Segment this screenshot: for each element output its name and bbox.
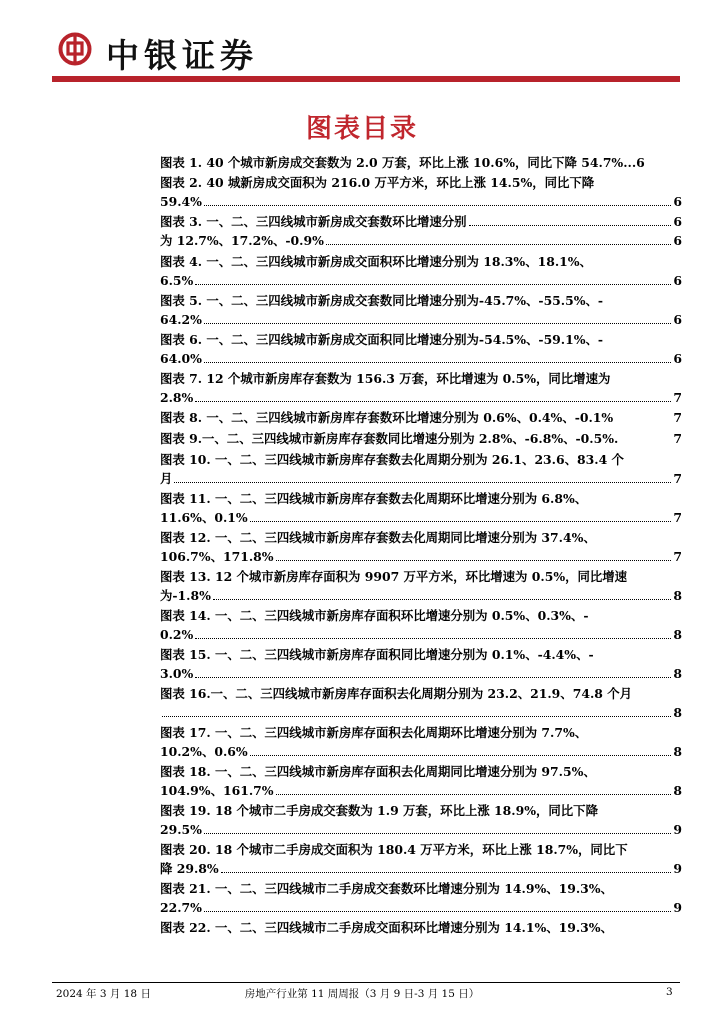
toc-entry-text: 图表 18. 一、二、三四线城市新房库存面积去化周期同比增速分别为 97.5%、 bbox=[160, 763, 596, 779]
toc-entry-text-cont: 104.9%、161.7% bbox=[160, 783, 274, 799]
toc-entry-text: 图表 8. 一、二、三四线城市新房库存套数环比增速分别为 0.6%、0.4%、-0.1% bbox=[160, 409, 614, 425]
toc-entry-15[interactable] bbox=[160, 645, 682, 684]
toc-entry-page: 8 bbox=[673, 705, 682, 721]
toc-entry-22[interactable] bbox=[160, 918, 682, 938]
toc-entry-text: 图表 19. 18 个城市二手房成交套数为 1.9 万套，环比上涨 18.9%，同比下降 bbox=[160, 802, 598, 818]
dot-leader bbox=[213, 599, 672, 600]
dot-leader bbox=[195, 638, 671, 639]
toc-entry-text: 图表 15. 一、二、三四线城市新房库存面积同比增速分别为 0.1%、-4.4%、- bbox=[160, 646, 594, 662]
dot-leader bbox=[195, 677, 671, 678]
header bbox=[52, 20, 680, 82]
toc-entry-page: 6 bbox=[673, 312, 682, 328]
toc-entry-page: 6 bbox=[673, 194, 682, 210]
toc-entry-16[interactable] bbox=[160, 684, 682, 723]
toc-entry-7[interactable] bbox=[160, 369, 682, 408]
toc-entry-text-cont: 11.6%、0.1% bbox=[160, 510, 248, 526]
toc-entry-text-cont: 2.8% bbox=[160, 390, 194, 406]
toc-entry-text: 图表 5. 一、二、三四线城市新房成交套数同比增速分别为-45.7%、-55.5%、- bbox=[160, 292, 604, 308]
toc-entry-page: 6 bbox=[636, 155, 645, 170]
toc-entry-text: 图表 13. 12 个城市新房库存面积为 9907 万平方米，环比增速为 0.5%，同比增速 bbox=[160, 568, 628, 584]
toc-entry-text: 图表 21. 一、二、三四线城市二手房成交套数环比增速分别为 14.9%、19.3%、 bbox=[160, 880, 613, 896]
toc-entry-page: 8 bbox=[673, 627, 682, 643]
toc-entry-20[interactable] bbox=[160, 840, 682, 879]
dot-leader bbox=[204, 205, 671, 206]
toc-entry-8[interactable] bbox=[160, 408, 682, 429]
toc-entry-5[interactable] bbox=[160, 291, 682, 330]
toc-entry-page: 8 bbox=[673, 783, 682, 799]
toc-entry-text: 图表 3. 一、二、三四线城市新房成交套数环比增速分别 bbox=[160, 213, 467, 229]
dot-leader bbox=[250, 521, 672, 522]
dot-leader bbox=[204, 362, 671, 363]
toc-entry-2[interactable] bbox=[160, 173, 682, 212]
toc-entry-text-cont: 为-1.8% bbox=[160, 588, 211, 604]
toc-entry-page: 6 bbox=[673, 213, 682, 229]
dot-leader bbox=[276, 560, 672, 561]
toc-entry-text: 图表 17. 一、二、三四线城市新房库存面积去化周期环比增速分别为 7.7%、 bbox=[160, 724, 588, 740]
toc-entry-text-cont: 106.7%、171.8% bbox=[160, 549, 274, 565]
dot-leader bbox=[221, 872, 672, 873]
toc-entry-text: 为 12.7%、17.2%、-0.9% bbox=[160, 233, 324, 249]
toc-entry-13[interactable] bbox=[160, 567, 682, 606]
toc-entry-page: 8 bbox=[673, 744, 682, 760]
toc-entry-6[interactable] bbox=[160, 330, 682, 369]
toc-entry-text-cont: 59.4% bbox=[160, 194, 202, 210]
figure-toc bbox=[160, 153, 682, 937]
toc-entry-text-cont: 3.0% bbox=[160, 666, 194, 682]
dot-leader bbox=[204, 323, 671, 324]
toc-entry-page: 7 bbox=[673, 430, 682, 446]
toc-entry-page: 8 bbox=[673, 666, 682, 682]
toc-entry-1[interactable] bbox=[160, 153, 682, 173]
dot-leader bbox=[469, 225, 672, 226]
toc-entry-text-cont: 64.2% bbox=[160, 312, 202, 328]
toc-entry-text-cont: 29.5% bbox=[160, 822, 202, 838]
toc-entry-text: 图表 22. 一、二、三四线城市二手房成交面积环比增速分别为 14.1%、19.3%、 bbox=[160, 919, 613, 935]
dot-leader bbox=[195, 284, 671, 285]
toc-entry-3-cont[interactable] bbox=[160, 231, 682, 252]
toc-entry-text: 图表 10. 一、二、三四线城市新房库存套数去化周期分别为 26.1、23.6、83.4 个 bbox=[160, 451, 624, 467]
footer-rule bbox=[52, 982, 680, 983]
toc-entry-page: 9 bbox=[673, 900, 682, 916]
header-rule bbox=[52, 76, 680, 82]
toc-entry-page: 7 bbox=[673, 549, 682, 565]
toc-entry-18[interactable] bbox=[160, 762, 682, 801]
toc-entry-page: 7 bbox=[673, 471, 682, 487]
dot-leader bbox=[250, 755, 672, 756]
toc-entry-19[interactable] bbox=[160, 801, 682, 840]
dot-leader bbox=[204, 833, 671, 834]
toc-entry-page: 9 bbox=[673, 861, 682, 877]
toc-entry-11[interactable] bbox=[160, 489, 682, 528]
toc-entry-page: 7 bbox=[673, 409, 682, 425]
dot-leader bbox=[162, 716, 671, 717]
toc-entry-text-cont: 降 29.8% bbox=[160, 861, 219, 877]
toc-entry-text: 图表 6. 一、二、三四线城市新房成交面积同比增速分别为-54.5%、-59.1%、- bbox=[160, 331, 604, 347]
dot-leader bbox=[174, 482, 671, 483]
footer-date: 2024 年 3 月 18 日 bbox=[56, 988, 151, 1000]
toc-entry-page: 9 bbox=[673, 822, 682, 838]
toc-entry-text-cont: 6.5% bbox=[160, 273, 194, 289]
toc-entry-page: 6 bbox=[673, 351, 682, 367]
toc-entry-text: 图表 2. 40 城新房成交面积为 216.0 万平方米，环比上涨 14.5%，同比下降 bbox=[160, 174, 595, 190]
brand-name: 中银证券 bbox=[106, 36, 258, 75]
toc-entry-text-cont: 22.7% bbox=[160, 900, 202, 916]
toc-entry-4[interactable] bbox=[160, 252, 682, 291]
dot-leader bbox=[204, 911, 671, 912]
toc-entry-text: 图表 16.一、二、三四线城市新房库存面积去化周期分别为 23.2、21.9、74.8 个月 bbox=[160, 685, 632, 701]
dot-leader bbox=[195, 401, 671, 402]
toc-entry-text: 图表 7. 12 个城市新房库存套数为 156.3 万套，环比增速为 0.5%，同比增速为 bbox=[160, 370, 611, 386]
toc-entry-10[interactable] bbox=[160, 450, 682, 489]
toc-entry-3[interactable] bbox=[160, 212, 682, 232]
toc-entry-page: 7 bbox=[673, 510, 682, 526]
toc-entry-text: 图表 12. 一、二、三四线城市新房库存套数去化周期同比增速分别为 37.4%、 bbox=[160, 529, 596, 545]
toc-entry-14[interactable] bbox=[160, 606, 682, 645]
toc-entry-text-cont: 64.0% bbox=[160, 351, 202, 367]
toc-entry-text: 图表 11. 一、二、三四线城市新房库存套数去化周期环比增速分别为 6.8%、 bbox=[160, 490, 588, 506]
bank-of-china-logo-icon bbox=[58, 32, 92, 66]
toc-entry-17[interactable] bbox=[160, 723, 682, 762]
dot-leader bbox=[326, 244, 672, 245]
toc-entry-12[interactable] bbox=[160, 528, 682, 567]
toc-title: 图表目录 bbox=[305, 114, 418, 144]
toc-entry-page: 6 bbox=[673, 233, 682, 249]
toc-entry-text: 图表 4. 一、二、三四线城市新房成交面积环比增速分别为 18.3%、18.1%、 bbox=[160, 253, 592, 269]
toc-entry-text: 图表 1. 40 个城市新房成交套数为 2.0 万套，环比上涨 10.6%，同比下降 54.7%... bbox=[160, 155, 637, 170]
toc-entry-page: 7 bbox=[673, 390, 682, 406]
toc-entry-page: 8 bbox=[673, 588, 682, 604]
toc-entry-page: 6 bbox=[673, 273, 682, 289]
toc-entry-text-cont: 0.2% bbox=[160, 627, 194, 643]
toc-entry-21[interactable] bbox=[160, 879, 682, 918]
toc-entry-text: 图表 9.一、二、三四线城市新房库存套数同比增速分别为 2.8%、-6.8%、-0.5%. bbox=[160, 430, 619, 446]
dot-leader bbox=[276, 794, 672, 795]
toc-entry-text: 图表 20. 18 个城市二手房成交面积为 180.4 万平方米，环比上涨 18.7%，同比下 bbox=[160, 841, 628, 857]
toc-entry-9[interactable] bbox=[160, 429, 682, 450]
footer-report-title: 房地产行业第 11 周周报（3 月 9 日-3 月 15 日） bbox=[244, 988, 480, 1000]
footer-page-number: 3 bbox=[666, 986, 673, 998]
toc-entry-text-cont: 月 bbox=[160, 471, 173, 487]
toc-entry-text-cont: 10.2%、0.6% bbox=[160, 744, 248, 760]
toc-entry-text: 图表 14. 一、二、三四线城市新房库存面积环比增速分别为 0.5%、0.3%、- bbox=[160, 607, 589, 623]
